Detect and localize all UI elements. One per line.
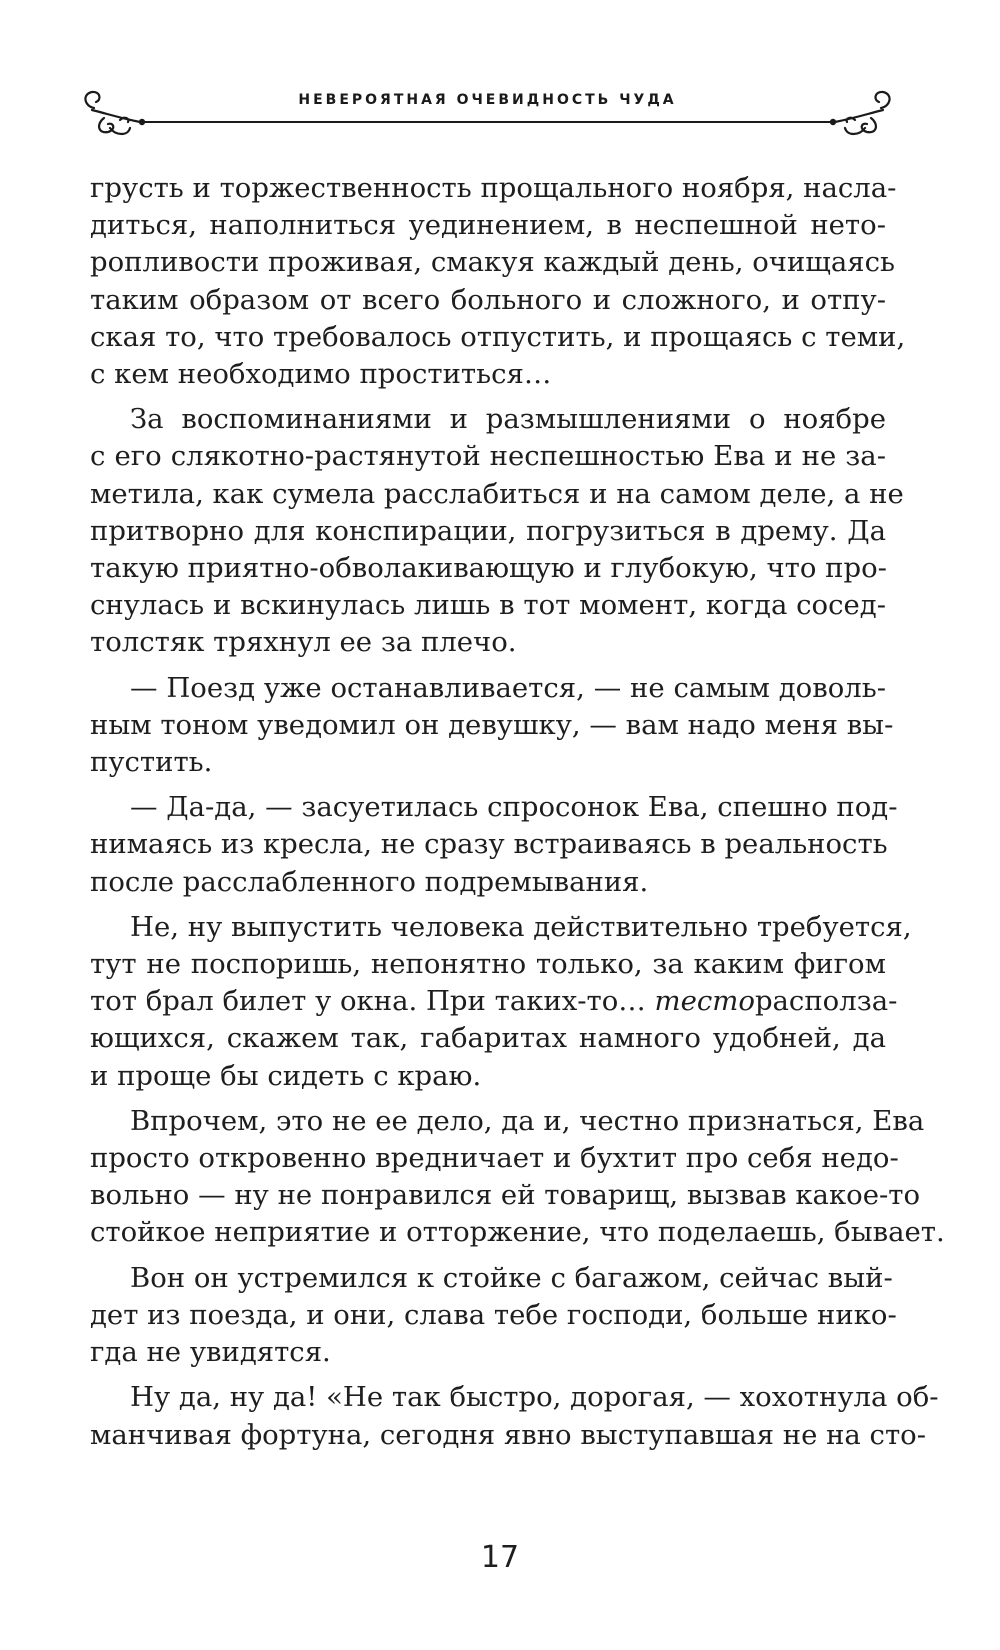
text-line: с его слякотно-растянутой неспешностью Ева и не за- <box>90 440 886 473</box>
text-line-with-italic <box>90 983 898 1020</box>
text-line-content: Впрочем, это не ее дело, да и, честно признаться, Ева <box>130 1104 925 1137</box>
italic-word: тесто <box>654 985 755 1018</box>
text-line: после расслабленного подремывания. <box>90 865 649 898</box>
text-line: толстяк тряхнул ее за плечо. <box>90 626 517 659</box>
text-line-content: Вон он устремился к стойке с багажом, сейчас вый- <box>130 1261 893 1294</box>
text-line: манчивая фортуна, сегодня явно выступавшая не на сто- <box>90 1418 927 1451</box>
text-line: ным тоном уведомил он девушку, — вам надо меня вы- <box>90 708 894 741</box>
text-line: пустить. <box>90 746 213 779</box>
running-header <box>80 84 895 154</box>
text-line: тут не поспоришь, непонятно только, за каким фигом <box>90 948 886 981</box>
text-line: таким образом от всего больного и сложного, и отпу- <box>90 283 886 316</box>
text-line-indented <box>90 909 912 946</box>
paragraph-5 <box>90 909 912 1095</box>
text-line-indented <box>90 1260 893 1297</box>
paragraph-6 <box>90 1103 945 1252</box>
text-fragment: располза- <box>754 985 898 1018</box>
text-line-indented <box>90 789 898 826</box>
page-number: 17 <box>480 1540 520 1575</box>
text-line-content: — Да-да, — засуетилась спросонок Ева, спешно под- <box>130 791 898 824</box>
text-line: такую приятно-обволакивающую и глубокую, что про- <box>90 552 887 585</box>
text-line: гда не увидятся. <box>90 1336 331 1369</box>
running-title: НЕВЕРОЯТНАЯ ОЧЕВИДНОСТЬ ЧУДА <box>298 92 677 108</box>
text-line: просто откровенно вредничает и бухтит про себя недо- <box>90 1142 899 1175</box>
text-line: ская то, что требовалось отпустить, и прощаясь с теми, <box>90 320 906 353</box>
text-line-indented <box>90 1379 939 1416</box>
text-line: стойкое неприятие и отторжение, что поделаешь, бывает. <box>90 1216 945 1249</box>
body-text <box>90 170 945 1462</box>
text-line: грусть и торжественность прощального ноября, насла- <box>90 172 897 204</box>
text-line-content: За воспоминаниями и размышлениями о ноябре <box>130 403 886 436</box>
text-line-content: Ну да, ну да! «Не так быстро, дорогая, — хохотнула об- <box>130 1381 939 1414</box>
text-line: метила, как сумела расслабиться и на самом деле, а не <box>90 477 904 510</box>
text-line: вольно — ну не понравился ей товарищ, вызвав какое-то <box>90 1179 921 1212</box>
text-line: и проще бы сидеть с краю. <box>90 1059 482 1092</box>
paragraph-8 <box>90 1379 939 1453</box>
paragraph-7 <box>90 1260 897 1372</box>
text-line: дет из поезда, и они, слава тебе господи, больше нико- <box>90 1298 897 1331</box>
text-line-content: — Поезд уже останавливается, — не самым доволь- <box>130 671 886 704</box>
text-line-indented <box>90 670 886 707</box>
text-line: нимаясь из кресла, не сразу встраиваясь в реальность <box>90 828 888 861</box>
paragraph-3 <box>90 670 894 782</box>
text-line-indented <box>90 401 886 438</box>
paragraph-2 <box>90 401 904 661</box>
text-line: ропливости проживая, смакуя каждый день, очищаясь <box>90 246 895 279</box>
paragraph-1 <box>90 170 906 393</box>
text-fragment: тот брал билет у окна. При таких-то… <box>90 985 655 1018</box>
text-line: снулась и вскинулась лишь в тот момент, когда сосед- <box>90 589 886 622</box>
text-line-indented <box>90 1103 925 1140</box>
text-line-content: Не, ну выпустить человека действительно требуется, <box>130 910 912 943</box>
paragraph-4 <box>90 789 898 901</box>
text-line: ющихся, скажем так, габаритах намного удобней, да <box>90 1022 886 1055</box>
text-line: диться, наполниться уединением, в неспешной нето- <box>90 209 886 242</box>
text-line: с кем необходимо проститься… <box>90 358 552 391</box>
text-line: притворно для конспирации, погрузиться в дрему. Да <box>90 514 886 547</box>
